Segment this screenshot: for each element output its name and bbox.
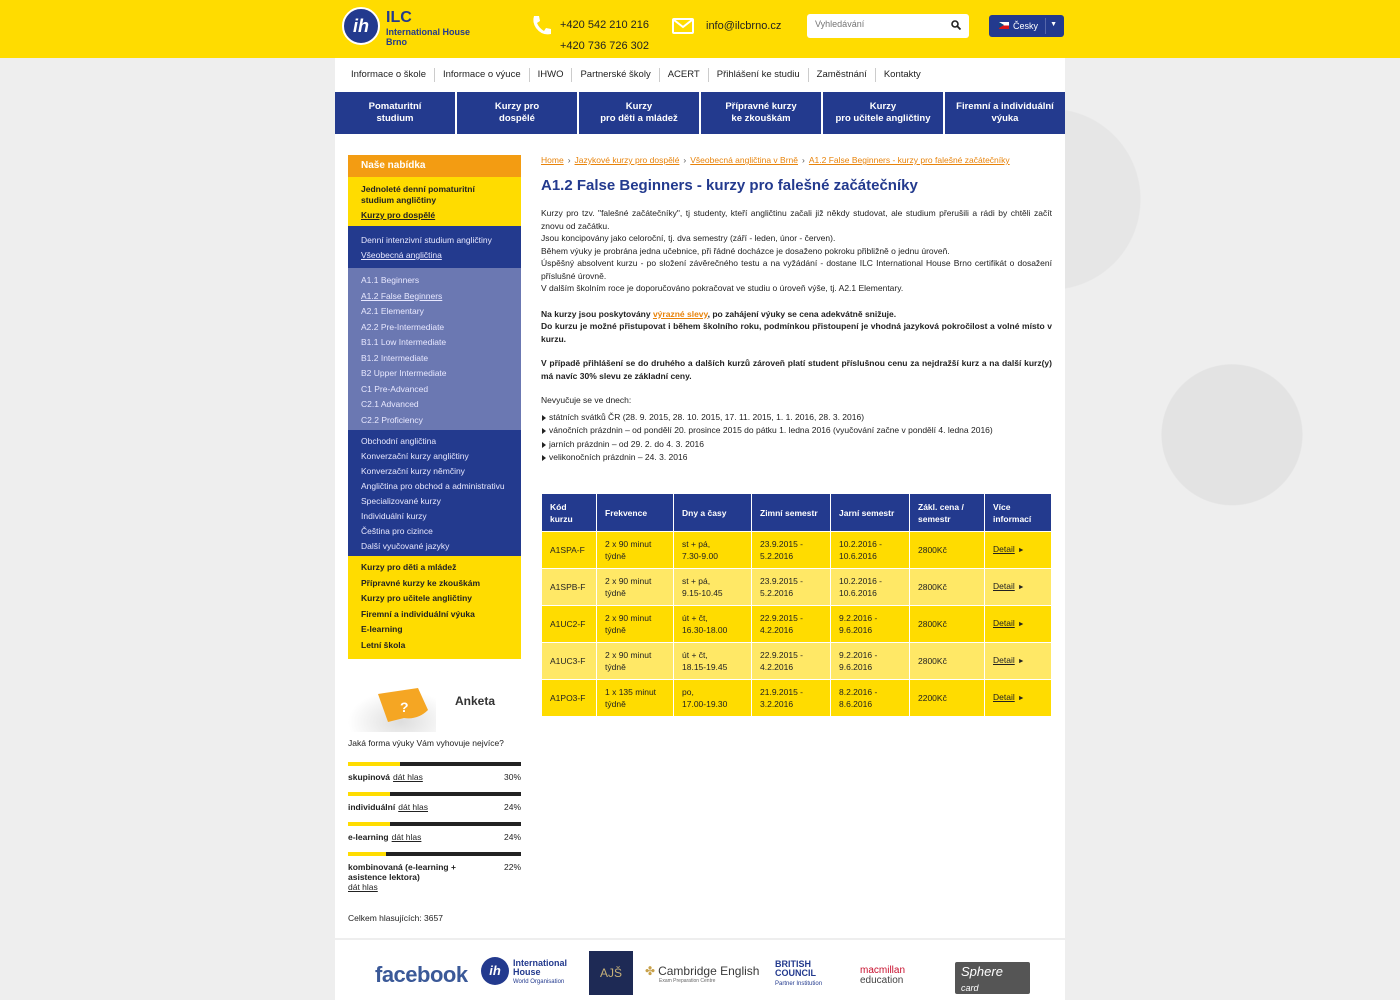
table-header-row xyxy=(542,494,1051,531)
poll-bar-fill xyxy=(348,792,390,796)
detail-link[interactable]: Detail xyxy=(993,544,1015,554)
cell-code: A1SPB-F xyxy=(542,568,597,605)
level-a11[interactable]: A1.1 Beginners xyxy=(361,275,420,285)
detail-link[interactable]: Detail xyxy=(993,618,1015,628)
sphere-card-logo[interactable]: Sphere card xyxy=(955,962,1030,994)
poll-bar xyxy=(348,852,521,856)
ihwo-title: International House xyxy=(513,958,568,977)
discount-info: Na kurzy jsou poskytovány výrazné slevy, po zahájení výuky se cena adekvátně snižuje. Do kurzu je možné přistupovat i během školního roku, podmínkou přistoupení je vhodná jazyková pokročilost a volné místo v kurzu. xyxy=(541,308,1052,344)
cell-price: 2200Kč xyxy=(910,679,985,716)
sidebar-item-letni-skola[interactable]: Letní škola xyxy=(361,639,406,650)
sidebar-item-ucitele[interactable]: Kurzy pro učitele angličtiny xyxy=(361,593,472,603)
poll-option-label: kombinovaná (e-learning + asistence lektora) xyxy=(348,862,456,882)
topnav-informace-o-vyuce[interactable]: Informace o výuce xyxy=(435,68,530,82)
level-a22[interactable]: A2.2 Pre-Intermediate xyxy=(361,321,445,332)
poll-percent: 24% xyxy=(503,802,521,812)
cell-winter: 23.9.2015 - 5.2.2016 xyxy=(752,531,831,568)
poll-bar xyxy=(348,792,521,796)
cell-days: po, 17.00-19.30 xyxy=(674,679,752,716)
topnav-acert[interactable]: ACERT xyxy=(660,68,709,82)
cell-winter: 23.9.2015 - 5.2.2016 xyxy=(752,568,831,605)
macmillan-logo[interactable]: macmillan education xyxy=(860,965,906,986)
breadcrumb-current[interactable]: A1.2 False Beginners - kurzy pro falešné začátečníky xyxy=(808,155,1010,165)
sidebar-blue-section xyxy=(348,226,521,556)
th-cena: Zákl. cena / semestr xyxy=(910,494,985,531)
cell-price: 2800Kč xyxy=(910,605,985,642)
caret-down-icon: ▼ xyxy=(1050,21,1057,28)
cell-price: 2800Kč xyxy=(910,642,985,679)
level-b2[interactable]: B2 Upper Intermediate xyxy=(361,368,447,378)
cell-detail xyxy=(985,605,1051,642)
cell-price: 2800Kč xyxy=(910,568,985,605)
arrow-right-icon: ► xyxy=(1017,658,1025,665)
sidebar-item-cestina[interactable]: Čeština pro cizince xyxy=(361,526,433,536)
ajs-logo[interactable]: AJŠ xyxy=(589,951,633,995)
ih-logo-mark: ih xyxy=(481,957,509,985)
table-row xyxy=(542,605,1051,642)
phone-number-1[interactable]: +420 542 210 216 xyxy=(560,19,650,31)
arrow-right-icon: ► xyxy=(1017,584,1025,591)
course-table xyxy=(542,494,1051,716)
mainnav-zkousky[interactable]: Přípravné kurzy ke zkouškám xyxy=(701,92,821,134)
poll-total: Celkem hlasujících: 3657 xyxy=(348,913,443,923)
level-b12[interactable]: B1.2 Intermediate xyxy=(361,352,429,363)
cell-price: 2800Kč xyxy=(910,531,985,568)
table-row xyxy=(542,568,1051,605)
header-bar xyxy=(0,0,1400,58)
language-selector[interactable] xyxy=(989,15,1064,37)
phone-number-2[interactable]: +420 736 726 302 xyxy=(560,40,650,52)
search-input[interactable] xyxy=(815,19,945,29)
poll-bar xyxy=(348,822,521,826)
ilc-logo[interactable] xyxy=(342,7,482,49)
sidebar-item-denni-intenzivni[interactable]: Denní intenzivní studium angličtiny xyxy=(361,235,492,245)
breadcrumb-home[interactable]: Home xyxy=(541,155,564,165)
arrow-right-icon: ► xyxy=(1017,547,1025,554)
th-zimni: Zimní semestr xyxy=(752,494,831,531)
level-a21[interactable]: A2.1 Elementary xyxy=(361,306,424,316)
cell-spring: 8.2.2016 - 8.6.2016 xyxy=(831,679,910,716)
poll-bar xyxy=(348,762,521,766)
language-label: Česky xyxy=(1013,21,1039,31)
cell-code: A1SPA-F xyxy=(542,531,597,568)
discount-link[interactable]: výrazné slevy xyxy=(652,308,708,319)
poll-percent: 30% xyxy=(503,772,521,782)
british-council-logo[interactable]: BRITISH COUNCIL Partner Institution xyxy=(775,959,823,987)
breadcrumb-vseobecna[interactable]: Všeobecná angličtina v Brně xyxy=(690,155,799,165)
cell-frequency: 1 x 135 minut týdně xyxy=(597,679,674,716)
cell-spring: 9.2.2016 - 9.6.2016 xyxy=(831,605,910,642)
cell-spring: 9.2.2016 - 9.6.2016 xyxy=(831,642,910,679)
poll-percent: 22% xyxy=(503,862,521,872)
vote-link[interactable]: dát hlas xyxy=(398,802,429,812)
poll-option xyxy=(348,792,521,812)
vote-link[interactable]: dát hlas xyxy=(393,772,423,782)
poll-option-label: skupinová xyxy=(348,772,391,782)
no-class-label: Nevyučuje se ve dnech: xyxy=(541,395,632,405)
breadcrumb: Home › Jazykové kurzy pro dospělé › Všeobecná angličtina v Brně › A1.2 False Beginners - kurzy pro falešné začátečníky xyxy=(541,155,1010,165)
sidebar-yellow-bottom xyxy=(348,556,521,659)
sidebar-title: Naše nabídka xyxy=(348,155,521,177)
th-vice: Více informací xyxy=(985,494,1051,531)
email-link[interactable]: info@ilcbrno.cz xyxy=(706,20,782,32)
list-item: velikonočních prázdnin – 24. 3. 2016 xyxy=(541,451,1052,465)
cell-detail xyxy=(985,642,1051,679)
sidebar-item-firemni[interactable]: Firemní a individuální výuka xyxy=(361,608,475,619)
list-item: jarních prázdnin – od 29. 2. do 4. 3. 2016 xyxy=(541,438,1052,452)
phone-icon xyxy=(530,14,552,38)
level-b11[interactable]: B1.1 Low Intermediate xyxy=(361,337,447,347)
arrow-right-icon: ► xyxy=(1017,695,1025,702)
detail-link[interactable]: Detail xyxy=(993,692,1015,702)
partner-logos xyxy=(335,940,1065,1000)
mainnav-ucitele[interactable]: Kurzy pro učitele angličtiny xyxy=(823,92,943,134)
ihwo-subtitle: World Organisation xyxy=(513,979,565,985)
sidebar-item-specializovane[interactable]: Specializované kurzy xyxy=(361,496,441,506)
sidebar-item-individualni[interactable]: Individuální kurzy xyxy=(361,511,427,521)
poll-option xyxy=(348,852,521,892)
th-jarni: Jarní semestr xyxy=(831,494,910,531)
topnav-informace-o-skole[interactable]: Informace o škole xyxy=(343,68,435,82)
topnav-ihwo[interactable]: IHWO xyxy=(530,68,573,82)
sidebar-levels xyxy=(348,268,521,430)
poll-bar-fill xyxy=(348,822,390,826)
mail-icon xyxy=(672,18,694,34)
cell-code: A1PO3-F xyxy=(542,679,597,716)
cell-code: A1UC3-F xyxy=(542,642,597,679)
arrow-right-icon: ► xyxy=(1017,621,1025,628)
poll-title: Anketa xyxy=(455,694,496,708)
table-row xyxy=(542,679,1051,716)
list-item: vánočních prázdnin – od pondělí 20. prosince 2015 do pátku 1. ledna 2016 (vyučování začne v pondělí 4. ledna 2016) xyxy=(541,424,1052,438)
search-box xyxy=(807,14,969,38)
vote-link[interactable]: dát hlas xyxy=(348,882,378,892)
ih-logo-mark: ih xyxy=(342,7,380,45)
sidebar xyxy=(348,155,521,659)
cell-spring: 10.2.2016 - 10.6.2016 xyxy=(831,568,910,605)
language-divider xyxy=(1045,18,1046,34)
question-bubble-icon xyxy=(348,680,436,732)
cell-code: A1UC2-F xyxy=(542,605,597,642)
cell-days: st + pá, 9.15-10.45 xyxy=(674,568,752,605)
multi-course-info: V případě přihlášení se do druhého a dalších kurzů zároveň platí student příslušnou cenu za nejdražší kurz a na další kurz(y) má navíc 30% slevu ze základní ceny. xyxy=(541,358,1052,381)
poll-bar-fill xyxy=(348,762,400,766)
facebook-logo[interactable]: facebook xyxy=(375,962,468,987)
holiday-list xyxy=(541,411,1052,465)
cell-frequency: 2 x 90 minut týdně xyxy=(597,605,674,642)
level-c22[interactable]: C2.2 Proficiency xyxy=(361,414,423,425)
sidebar-item-pomaturitni[interactable]: Jednoleté denní pomaturitní studium angličtiny xyxy=(361,184,475,205)
topnav-zamestnani[interactable]: Zaměstnání xyxy=(809,68,876,82)
breadcrumb-jazykove-kurzy[interactable]: Jazykové kurzy pro dospělé xyxy=(574,155,680,165)
cell-winter: 22.9.2015 - 4.2.2016 xyxy=(752,605,831,642)
cell-detail xyxy=(985,531,1051,568)
table-row xyxy=(542,642,1051,679)
poll-option-label: e-learning xyxy=(348,832,389,842)
sidebar-item-deti[interactable]: Kurzy pro děti a mládež xyxy=(361,562,457,572)
mainnav-firemni[interactable]: Firemní a individuální výuka xyxy=(945,92,1065,134)
cell-frequency: 2 x 90 minut týdně xyxy=(597,568,674,605)
sidebar-item-dospele[interactable]: Kurzy pro dospělé xyxy=(361,210,436,220)
cell-winter: 22.9.2015 - 4.2.2016 xyxy=(752,642,831,679)
poll-percent: 24% xyxy=(503,832,521,842)
search-icon[interactable] xyxy=(951,20,961,30)
cell-days: út + čt, 16.30-18.00 xyxy=(674,605,752,642)
page-title: A1.2 False Beginners - kurzy pro falešné začátečníky xyxy=(541,177,918,194)
sidebar-item-obchod-admin[interactable]: Angličtina pro obchod a administrativu xyxy=(361,481,505,491)
svg-text:?: ? xyxy=(400,699,409,715)
sidebar-item-konverzacni-aj[interactable]: Konverzační kurzy angličtiny xyxy=(361,451,469,461)
level-a12[interactable]: A1.2 False Beginners xyxy=(361,290,443,301)
course-description: Kurzy pro tzv. "falešné začátečníky", tj studenty, kteří angličtinu začali již někdy studovat, ale studium přerušili a rádi by chtěli začít znovu od začátku. Jsou koncipovány jako celoroční, tj. dva semestry (září - leden, únor - červen). Během výuky je probrána jedna učebnice, při řádné docházce je dosaženo pokroku přibližně o jednu úroveň. Úspěšný absolvent kurzu - po složení závěrečného testu a na vyžádání - dostane ILC International House Brno certifikát o dosažení příslušné úrovně. V dalším školním roce je doporučováno pokračovat ve studiu o úroveň výše, tj. A2.1 Elementary. xyxy=(541,208,1052,293)
mainnav-deti[interactable]: Kurzy pro děti a mládež xyxy=(579,92,699,134)
cambridge-logo[interactable]: ✤ Cambridge English Exam Preparation Centre xyxy=(645,964,760,984)
cell-days: st + pá, 7.30-9.00 xyxy=(674,531,752,568)
top-navigation xyxy=(335,58,1065,90)
cell-days: út + čt, 18.15-19.45 xyxy=(674,642,752,679)
vote-link[interactable]: dát hlas xyxy=(391,832,422,842)
topnav-kontakty[interactable]: Kontakty xyxy=(883,69,921,80)
cell-detail xyxy=(985,679,1051,716)
sidebar-yellow-top xyxy=(348,177,521,226)
th-frekvence: Frekvence xyxy=(597,494,674,531)
sidebar-item-elearning[interactable]: E-learning xyxy=(361,624,403,634)
level-c21[interactable]: C2.1 Advanced xyxy=(361,399,419,409)
sidebar-item-obchodni[interactable]: Obchodní angličtina xyxy=(361,436,437,446)
cell-detail xyxy=(985,568,1051,605)
sidebar-item-dalsi-jazyky[interactable]: Další vyučované jazyky xyxy=(361,541,450,551)
cell-frequency: 2 x 90 minut týdně xyxy=(597,642,674,679)
mainnav-dospele[interactable]: Kurzy pro dospělé xyxy=(457,92,577,134)
poll-option xyxy=(348,822,521,842)
poll-option-label: individuální xyxy=(348,802,396,812)
poll-option xyxy=(348,762,521,782)
detail-link[interactable]: Detail xyxy=(993,655,1015,665)
logo-title: ILC xyxy=(386,9,412,26)
poll-bar-fill xyxy=(348,852,386,856)
list-item: státních svátků ČR (28. 9. 2015, 28. 10. 2015, 17. 11. 2015, 1. 1. 2016, 28. 3. 2016) xyxy=(541,411,1052,425)
th-dny: Dny a časy xyxy=(674,494,752,531)
table-row xyxy=(542,531,1051,568)
sidebar-item-konverzacni-nj[interactable]: Konverzační kurzy němčiny xyxy=(361,466,465,476)
sidebar-item-zkousky[interactable]: Přípravné kurzy ke zkouškám xyxy=(361,577,481,588)
mainnav-pomaturitni[interactable]: Pomaturitní studium xyxy=(335,92,455,134)
topnav-prihlaseni[interactable]: Přihlášení ke studiu xyxy=(709,68,809,82)
cell-spring: 10.2.2016 - 10.6.2016 xyxy=(831,531,910,568)
cell-frequency: 2 x 90 minut týdně xyxy=(597,531,674,568)
detail-link[interactable]: Detail xyxy=(993,581,1015,591)
topnav-partnerske-skoly[interactable]: Partnerské školy xyxy=(572,68,659,82)
cell-winter: 21.9.2015 - 3.2.2016 xyxy=(752,679,831,716)
main-navigation xyxy=(335,92,1065,134)
cambridge-shield-icon: ✤ xyxy=(645,964,656,978)
logo-city: Brno xyxy=(386,37,407,47)
logo-subtitle: International House xyxy=(386,27,471,37)
main-content xyxy=(541,155,1052,465)
poll-question: Jaká forma výuky Vám vyhovuje nejvíce? xyxy=(348,738,504,748)
sidebar-item-vseobecna[interactable]: Všeobecná angličtina xyxy=(361,250,442,260)
czech-flag-icon xyxy=(999,22,1009,29)
level-c1[interactable]: C1 Pre-Advanced xyxy=(361,383,429,394)
th-kod: Kód kurzu xyxy=(542,494,597,531)
